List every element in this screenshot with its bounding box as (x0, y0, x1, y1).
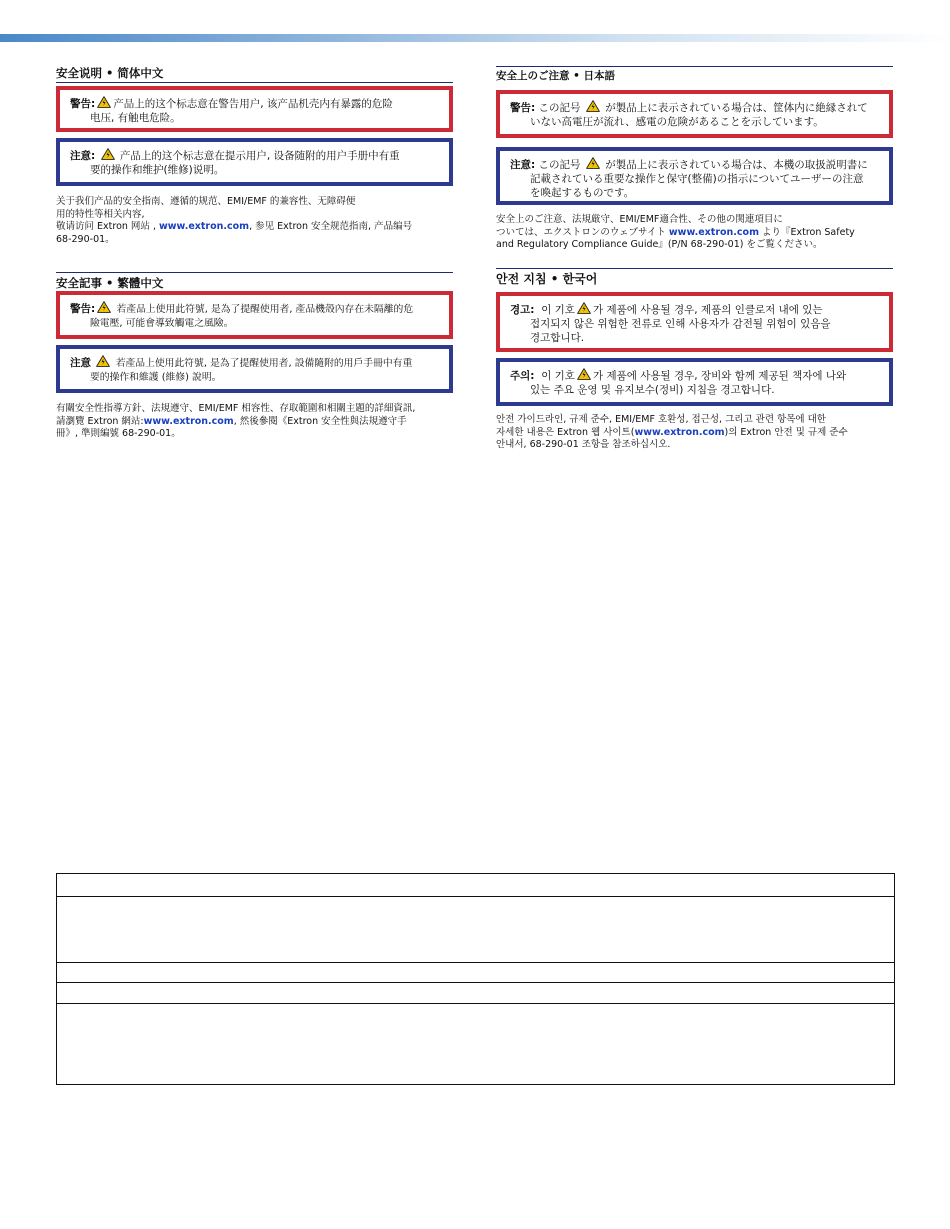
section-zh-tw (56, 272, 453, 292)
top-accent-bar (0, 34, 950, 42)
table-row (57, 897, 894, 963)
warning-triangle-icon (97, 96, 111, 108)
warning-text: いない高電圧が流れ、感電の危険があることを示しています。 (530, 116, 824, 128)
paragraph-line: 68-290-01。 (56, 233, 115, 245)
caution-text: 产品上的这个标志意在提示用户, 设备随附的用户手册中有重 (119, 150, 400, 162)
warning-triangle-icon (96, 355, 110, 367)
caution-text: を喚起するものです。 (530, 187, 635, 199)
caution-label: 注意: (70, 150, 96, 162)
paragraph-text: より『Extron Safety (758, 226, 855, 238)
warning-text: 若產品上使用此符號, 是為了提醒使用者, 產品機殼內存在未隔離的危 (116, 304, 414, 315)
caution-text: 있는 주요 운영 및 유지보수(정비) 지침을 경고합니다. (530, 384, 775, 396)
caution-text: が製品上に表示されている場合は、本機の取扱説明書に (605, 159, 868, 171)
warning-text: 이 기호 (541, 304, 575, 316)
warning-label: 경고: (510, 304, 535, 316)
paragraph-text: , 参见 Extron 安全规范指南, 产品编号 (249, 221, 413, 232)
info-paragraph (56, 403, 453, 441)
warning-text: 경고합니다. (530, 332, 585, 344)
table-row (57, 874, 894, 897)
warning-label: 警告: (510, 102, 536, 114)
extron-link[interactable]: www.extron.com (143, 415, 234, 427)
warning-triangle-icon (577, 302, 591, 314)
extron-link[interactable]: www.extron.com (158, 221, 250, 232)
section-ja (496, 66, 893, 85)
warning-text: 접지되지 않은 위험한 전류로 인해 사용자가 감전될 위험이 있음을 (530, 318, 831, 330)
caution-text: 記載されている重要な操作と保守(整備)の指示についてユーザーの注意 (530, 173, 864, 185)
caution-label: 注意: (510, 159, 536, 171)
paragraph-line: 冊》, 準則編號 68-290-01。 (56, 428, 181, 439)
caution-text: この記号 (538, 159, 581, 171)
caution-label: 注意 (70, 357, 91, 369)
section-ko (496, 268, 893, 288)
caution-box (56, 345, 453, 393)
paragraph-text: 자세한 내용은 Extron 웹 사이트( (496, 426, 635, 438)
section-title: 安全記事 • 繁體中文 (56, 272, 453, 292)
paragraph-text: 敬请访问 Extron 网站 , (56, 221, 159, 232)
caution-text: 若產品上使用此符號, 是為了提醒使用者, 設備隨附的用戶手冊中有重 (115, 358, 413, 369)
caution-label: 주의: (510, 370, 535, 382)
table-row (57, 983, 894, 1004)
paragraph-line: 안내서, 68-290-01 조항을 참조하십시오. (496, 439, 671, 450)
warning-triangle-icon (577, 368, 591, 380)
empty-table (56, 873, 895, 1085)
paragraph-text: )의 Extron 안전 및 규제 준수 (724, 426, 848, 438)
warning-triangle-icon (101, 148, 115, 160)
caution-box (56, 138, 453, 186)
warning-text: 가 제품에 사용될 경우, 제품의 인클로저 내에 있는 (592, 304, 823, 316)
extron-link[interactable]: www.extron.com (668, 226, 759, 238)
section-title: 安全上のご注意 • 日本語 (496, 66, 893, 85)
paragraph-line: 안전 가이드라인, 규제 준수, EMI/EMF 호환성, 접근성, 그리고 관련 항목에 대한 (496, 414, 826, 425)
warning-text: 險電壓, 可能會導致觸電之風險。 (90, 318, 234, 329)
section-zh-cn (56, 66, 453, 83)
warning-box (496, 90, 893, 138)
caution-text: 要的操作和維護 (維修) 說明。 (90, 372, 222, 383)
caution-text: 要的操作和维护(维修)说明。 (90, 164, 225, 176)
warning-box (496, 292, 893, 352)
info-paragraph (56, 196, 453, 246)
caution-box (496, 358, 893, 406)
warning-box (56, 291, 453, 339)
warning-text: この記号 (538, 102, 581, 114)
paragraph-line: and Regulatory Compliance Guide』(P/N 68-290-01) をご覧ください。 (496, 239, 823, 250)
table-row (57, 963, 894, 983)
caution-box (496, 147, 893, 205)
warning-triangle-icon (586, 157, 600, 169)
warning-text: 产品上的这个标志意在警告用户, 该产品机壳内有暴露的危险 (113, 98, 393, 110)
caution-text: 이 기호 (541, 370, 575, 382)
extron-link[interactable]: www.extron.com (634, 426, 725, 438)
warning-triangle-icon (586, 100, 600, 112)
paragraph-text: , 然後參閱《Extron 安全性與法規遵守手 (233, 415, 407, 427)
table-row (57, 1004, 894, 1084)
warning-text: が製品上に表示されている場合は、筐体内に絶縁されて (605, 102, 868, 114)
paragraph-text: 請瀏覽 Extron 網站: (56, 415, 144, 427)
section-title: 安全说明 • 简体中文 (56, 66, 453, 83)
paragraph-line: 有關安全性指導方針、法規遵守、EMI/EMF 相容性、存取範圍和相關主題的詳細資訊, (56, 403, 416, 414)
warning-label: 警告: (70, 303, 96, 315)
paragraph-line: 关于我们产品的安全指南、遵循的规范、EMI/EMF 的兼容性、无障碍便 (56, 196, 356, 207)
paragraph-line: 用的特性等相关内容, (56, 208, 145, 220)
warning-text: 电压, 有触电危险。 (90, 112, 181, 124)
paragraph-text: ついては、エクストロンのウェブサイト (496, 226, 669, 238)
info-paragraph (496, 414, 893, 452)
section-title: 안전 지침 • 한국어 (496, 268, 893, 288)
caution-text: 가 제품에 사용될 경우, 장비와 함께 제공된 책자에 나와 (592, 370, 847, 382)
warning-box (56, 86, 453, 132)
warning-triangle-icon (97, 301, 111, 313)
paragraph-line: 安全上のご注意、法規厳守、EMI/EMF適合性、その他の関連項目に (496, 214, 783, 225)
warning-label: 警告: (70, 98, 96, 110)
info-paragraph (496, 214, 893, 252)
